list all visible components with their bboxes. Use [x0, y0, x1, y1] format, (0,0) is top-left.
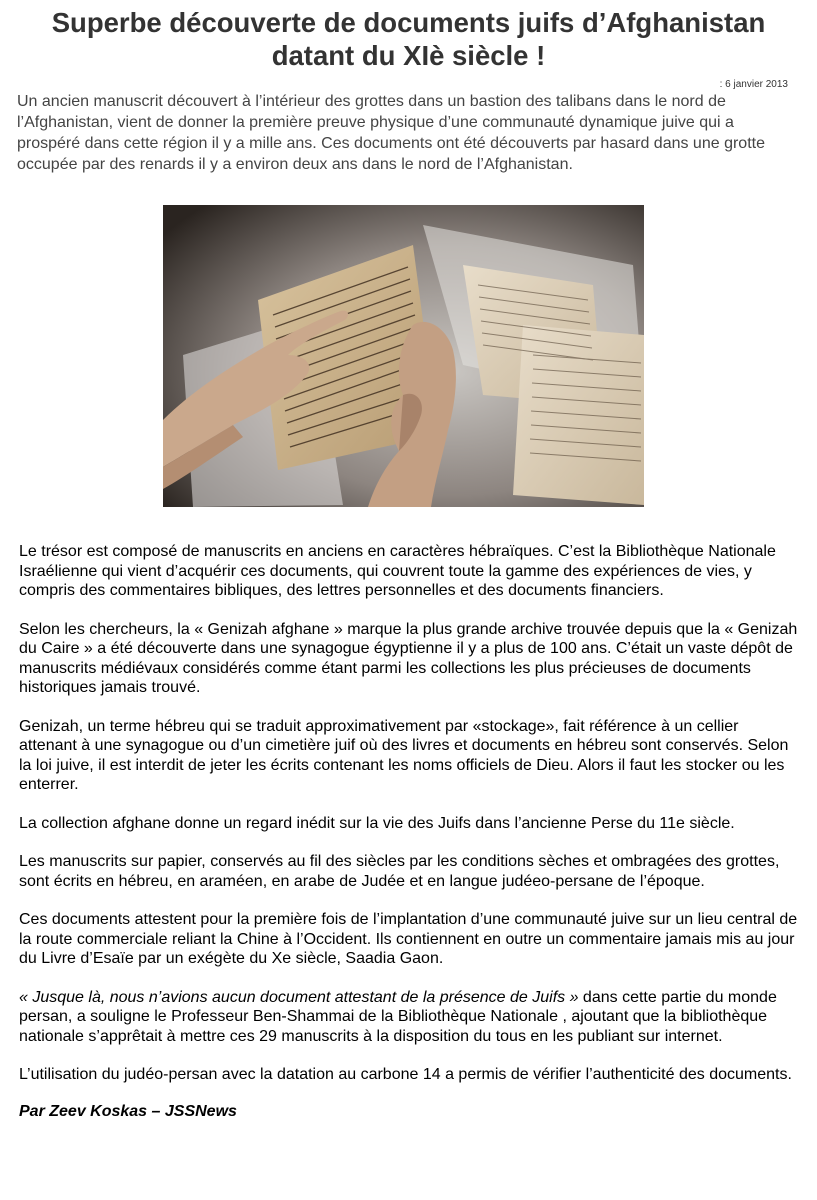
- publication-date: : 6 janvier 2013: [719, 79, 788, 90]
- title-line-1: Superbe découverte de documents juifs d’Afghanistan: [51, 7, 766, 38]
- body-paragraph: La collection afghane donne un regard inédit sur la vie des Juifs dans l’ancienne Perse du 11e siècle.: [19, 814, 735, 832]
- body-paragraph: Genizah, un terme hébreu qui se traduit approximativement par «stockage», fait référence à un cellier attenant à une synagogue ou d’un cimetière juif où des livres et documents en hébreu sont conservés. Selon la loi juive, il est interdit de jeter les écrits contenant les noms officiels de Dieu. Alors il faut les stocker ou les enterrer.: [19, 717, 789, 793]
- article-intro: Un ancien manuscrit découvert à l’intérieur des grottes dans un bastion des talibans dans le nord de l’Afghanistan, vient de donner la première preuve physique d’une communauté dynamique juive qui a prospéré dans cette région il y a mille ans. Ces documents ont été découverts par hasard dans une grotte occupée par des renards il y a environ deux ans dans le nord de l’Afghanistan.: [17, 93, 765, 173]
- body-paragraph: Ces documents attestent pour la première fois de l’implantation d’une communauté juive sur un lieu central de la route commerciale reliant la Chine à l’Occident. Ils contiennent en outre un commentaire jamais mis au jour du Livre d’Esaïe par un exégète du Xe siècle, Saadia Gaon.: [19, 911, 798, 967]
- body-paragraph: Le trésor est composé de manuscrits en anciens en caractères hébraïques. C’est la Bibliothèque Nationale Israélienne qui vient d’acquérir ces documents, qui couvrent toute la gamme des expériences de vies, y compris des commentaires bibliques, des lettres personnelles et des documents financiers.: [19, 543, 776, 599]
- closing-paragraph: L’utilisation du judéo-persan avec la datation au carbone 14 a permis de vérifier l’authenticité des documents.: [19, 1066, 792, 1083]
- byline: Par Zeev Koskas – JSSNews: [19, 1102, 237, 1120]
- quote-italic: « Jusque là, nous n’avions aucun document attestant de la présence de Juifs »: [19, 988, 579, 1006]
- body-paragraph: Selon les chercheurs, la « Genizah afghane » marque la plus grande archive trouvée depuis que la « Genizah du Caire » a été découverte dans une synagogue égyptienne il y a plus de 100 ans. C’était un vaste dépôt de manuscrits médiévaux considérés comme étant parmi les collections les plus précieuses de documents historiques jamais trouvé.: [19, 620, 798, 696]
- body-paragraph: Les manuscrits sur papier, conservés au fil des siècles par les conditions sèches et ombragées des grottes, sont écrits en hébreu, en araméen, en arabe de Judée et en langue judéeo-persane de l’époque.: [19, 853, 780, 890]
- quote-paragraph: [19, 988, 800, 1047]
- article-body: [19, 542, 800, 1140]
- quote-rest: dans cette partie du monde persan, a souligne le Professeur Ben-Shammai de la Bibliothèque Nationale , ajoutant que la bibliothèque nationale s’apprêtait à mettre ces 29 manuscrits à la disposition du tous en les publiant sur internet.: [19, 988, 777, 1045]
- title-line-2: datant du XIè siècle !: [271, 40, 546, 71]
- article-title: [0, 0, 817, 72]
- manuscript-photo: [163, 205, 644, 507]
